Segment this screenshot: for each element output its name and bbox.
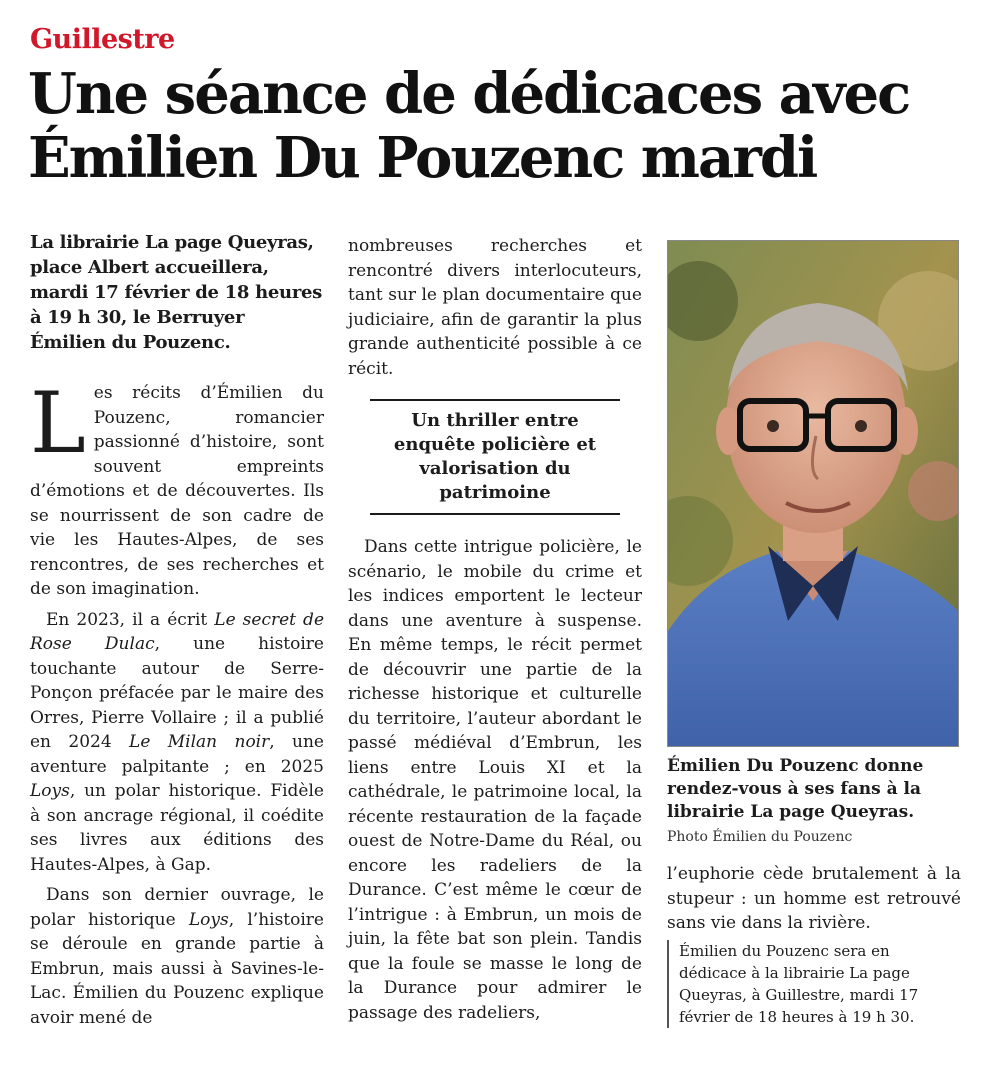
text-run: , une histoire touchante autour de Serre-Ponçon préfacée par le maire des Orres, Pierre Vollaire ; il a publié en 2024 [30,634,324,752]
book-title: Le Milan noir [129,732,270,752]
text-run: En 2023, il a écrit [46,609,215,630]
drop-cap: L [30,374,86,472]
latest-book-paragraph [30,883,324,1030]
intertitle: Un thriller entre enquête policière et valorisation du patrimoine [370,399,620,515]
text-run: Dans son dernier ouvrage, le polar historique [30,885,324,930]
plot-paragraph: Dans cette intrigue policière, le scénario, le mobile du crime et les indices emportent le lecteur dans une aventure à suspense. En même temps, le récit permet de découvrir une partie de la richesse historique et culturelle du territoire, l’auteur abordant le passé médiéval d’Embrun, les liens entre Louis XI et la cathédrale, le patrimoine local, la récente restauration de la façade ouest de Notre-Dame du Réal, ou encore les radeliers de la Durance. C’est même le cœur de l’intrigue : à Embrun, un mois de juin, la fête bat son plein. Tandis que la foule se masse le long de la Durance pour admirer le passage des radeliers, [348,537,642,1023]
ending-paragraph: l’euphorie cède brutalement à la stupeur : un homme est retrouvé sans vie dans la rivière. [667,864,961,933]
books-paragraph [30,608,324,878]
event-info-box: Émilien du Pouzenc sera en dédicace à la librairie La page Queyras, à Guillestre, mardi 17 février de 18 heures à 19 h 30. [667,940,961,1028]
photo-credit: Photo Émilien du Pouzenc [667,829,853,845]
book-title: Loys [188,909,229,930]
book-title: Le secret de Rose Dulac [30,609,325,654]
research-paragraph: nombreuses recherches et rencontré divers interlocuteurs, tant sur le plan documentaire que judiciaire, afin de garantir la plus grande authenticité possible à ce récit. [348,236,642,379]
headline: Une séance de dédicaces avec Émilien Du Pouzenc mardi [28,61,910,191]
column-2 [348,234,642,1025]
column-1 [30,230,324,1030]
book-title: Loys [30,781,70,801]
text-run: , un polar historique. Fidèle à son ancrage régional, il coédite ses livres aux éditions des Hautes-Alpes, à Gap. [30,781,324,875]
kicker: Guillestre [30,24,175,55]
photo-caption: Émilien Du Pouzenc donne rendez-vous à ses fans à la librairie La page Queyras. [667,756,924,822]
text-run: , une aventure palpitante ; en 2025 [30,732,324,777]
text-run: , l’histoire se déroule en grande partie à Embrun, mais aussi à Savines-le-Lac. Émilien du Pouzenc explique avoir mené de [30,909,324,1028]
author-portrait-image [668,241,958,746]
author-photo [667,240,959,747]
intro-paragraph-wrap [30,374,324,602]
intro-paragraph: es récits d’Émilien du Pouzenc, romancier passionné d’histoire, sont souvent empreints d’émotions et de découvertes. Ils se nourrissent de son cadre de vie les Hautes-Alpes, de ses rencontres, de ses recherches et de son imagination. [30,383,324,599]
lead-paragraph: La librairie La page Queyras, place Albert accueillera, mardi 17 février de 18 heures à 19 h 30, le Berruyer Émilien du Pouzenc. [30,232,322,353]
column-3 [667,240,961,1028]
